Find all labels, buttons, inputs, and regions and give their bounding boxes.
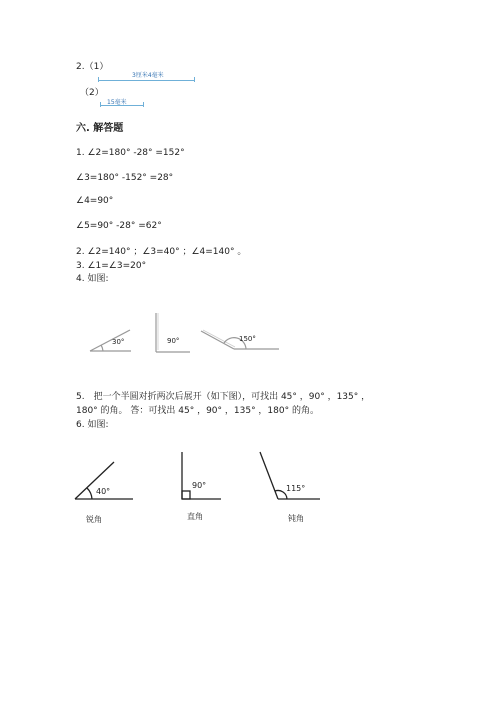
angle-30-arc: [101, 345, 103, 351]
segment-1-end-tick: [194, 77, 195, 82]
obtuse-angle-ray: [260, 452, 278, 499]
answer-1-line-3: ∠4=90°: [76, 196, 114, 206]
acute-angle-degree: 40°: [96, 487, 111, 496]
acute-angle-arc: [87, 488, 92, 499]
acute-angle-name: 锐角: [86, 515, 102, 524]
segment-1-label: 3厘米4毫米: [132, 72, 164, 79]
segment-2-start-tick: [100, 102, 101, 107]
right-angle-degree: 90°: [192, 481, 207, 490]
q2-label-1: 2.（1）: [76, 62, 109, 72]
answer-1-line-4: ∠5=90° -28° =62°: [76, 221, 162, 231]
q2-label-2: （2）: [80, 88, 104, 98]
angle-30-label: 30°: [112, 338, 125, 346]
segment-2-end-tick: [143, 102, 144, 107]
angle-150-label: 150°: [239, 335, 256, 343]
right-angle-name: 直角: [187, 512, 203, 521]
answer-3: 3. ∠1=∠3=20°: [76, 261, 147, 271]
segment-1-start-tick: [98, 77, 99, 82]
answer-1-line-1: 1. ∠2=180° -28° =152°: [76, 148, 185, 158]
segment-1-line: [98, 80, 194, 81]
answer-6: 6. 如图:: [76, 420, 109, 430]
segment-2-label: 15毫米: [107, 99, 127, 106]
angle-150-ray: [201, 331, 234, 349]
answer-5-line-1: 5. 把一个半圆对折两次后展开（如下图），可找出 45° ，90° ，135° ，: [76, 392, 371, 402]
obtuse-angle-name: 钝角: [288, 514, 304, 523]
right-angle-marker: [182, 491, 190, 499]
angle-90-label: 90°: [167, 337, 180, 345]
answer-2: 2. ∠2=140° ；∠3=40° ；∠4=140° 。: [76, 247, 247, 257]
answer-5-line-2: 180° 的角。 答：可找出 45° ，90° ，135° ，180° 的角。: [76, 406, 319, 416]
answer-1-line-2: ∠3=180° -152° =28°: [76, 173, 174, 183]
obtuse-angle-degree: 115°: [286, 484, 306, 493]
section-title: 六. 解答题: [76, 123, 124, 134]
answer-4: 4. 如图:: [76, 274, 109, 284]
segment-2-line: [100, 105, 143, 106]
